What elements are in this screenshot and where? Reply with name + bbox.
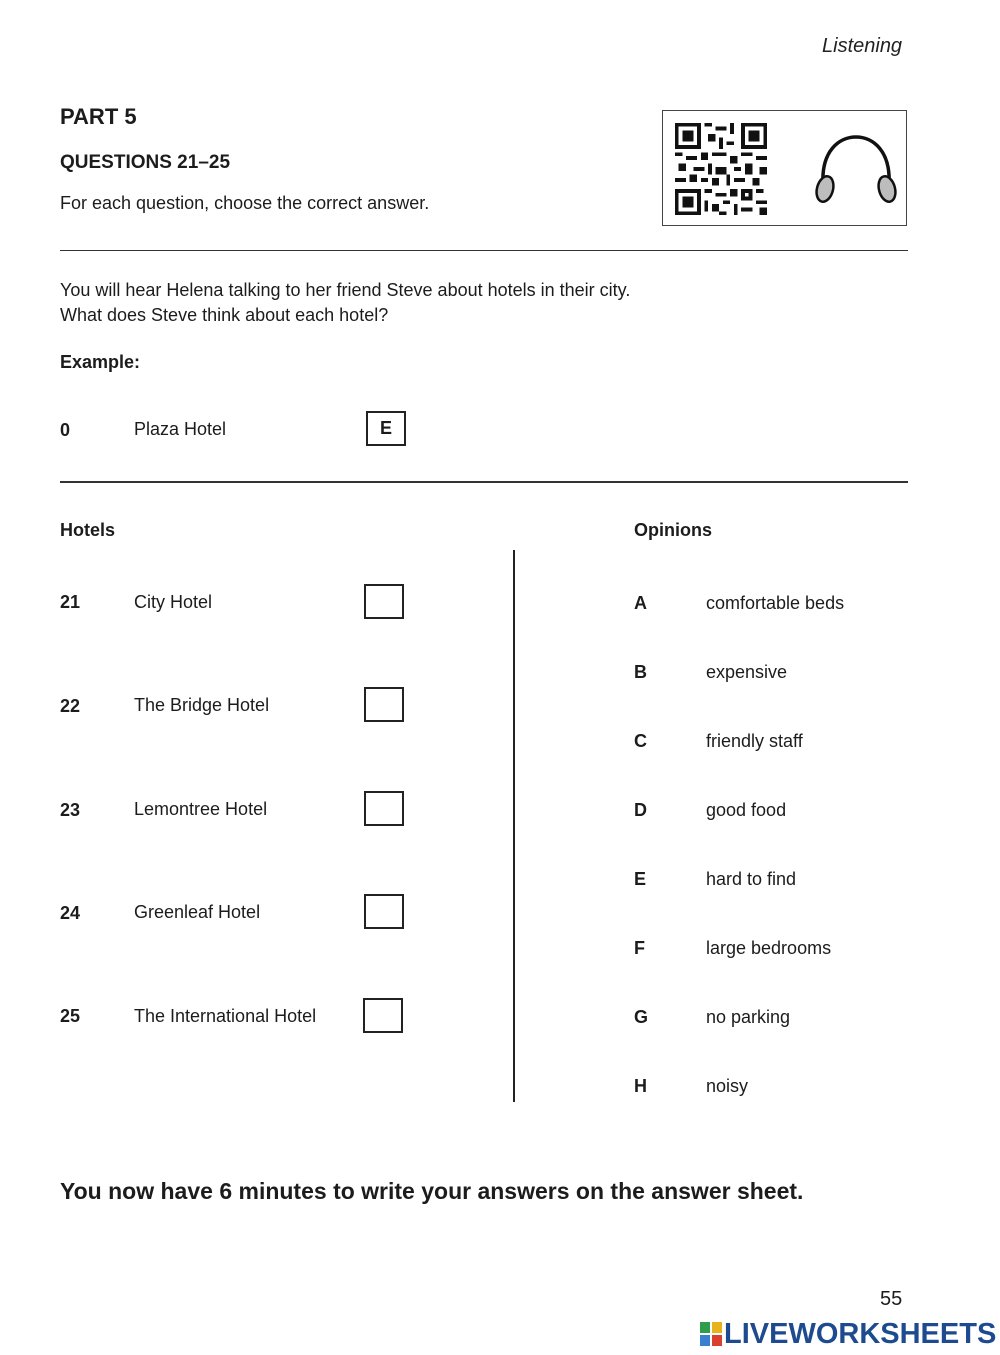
hotel-name-25: The International Hotel (134, 1006, 317, 1026)
hotel-number-22: 22 (60, 696, 81, 716)
hotel-name-23: Lemontree Hotel (134, 799, 268, 819)
hotel-number-25: 25 (60, 1006, 81, 1026)
example-number: 0 (60, 420, 71, 440)
opinion-letter-b: B (634, 662, 647, 682)
section-label: Listening (822, 35, 903, 57)
liveworksheets-brand-text: LIVEWORKSHEETS (724, 1317, 997, 1350)
hotel-number-23: 23 (60, 800, 81, 820)
opinion-letter-f: F (634, 938, 645, 958)
example-answer: E (379, 418, 392, 438)
opinion-letter-h: H (634, 1076, 647, 1096)
context-text (60, 278, 630, 328)
headphones-icon (813, 133, 899, 207)
opinion-text-c: friendly staff (706, 731, 803, 751)
divider-top (60, 250, 908, 251)
opinion-letter-d: D (634, 800, 647, 820)
column-divider (513, 550, 515, 1102)
hotel-name-24: Greenleaf Hotel (134, 902, 261, 922)
page-number: 55 (880, 1288, 903, 1310)
answer-box-24[interactable] (364, 894, 404, 929)
hotel-name-21: City Hotel (134, 592, 213, 612)
audio-media-box (662, 110, 907, 226)
opinion-letter-e: E (634, 869, 647, 889)
hotel-number-21: 21 (60, 592, 81, 612)
example-hotel: Plaza Hotel (134, 419, 227, 439)
context-line-1: You will hear Helena talking to her friend Steve about hotels in their city. (60, 280, 631, 300)
part-title: PART 5 (60, 104, 137, 129)
opinion-letter-c: C (634, 731, 647, 751)
hotels-heading: Hotels (60, 520, 116, 540)
answer-box-23[interactable] (364, 791, 404, 826)
opinion-letter-a: A (634, 593, 647, 613)
opinion-text-f: large bedrooms (706, 938, 832, 958)
qr-code-icon[interactable] (675, 123, 767, 215)
opinion-text-g: no parking (706, 1007, 791, 1027)
hotel-name-22: The Bridge Hotel (134, 695, 270, 715)
hotel-number-24: 24 (60, 903, 81, 923)
opinion-text-h: noisy (706, 1076, 749, 1096)
opinion-text-a: comfortable beds (706, 593, 845, 613)
context-line-2: What does Steve think about each hotel? (60, 305, 389, 325)
opinion-text-e: hard to find (706, 869, 797, 889)
example-answer-box (366, 411, 406, 446)
divider-middle (60, 481, 908, 483)
opinion-letter-g: G (634, 1007, 649, 1027)
liveworksheets-brand[interactable] (700, 1318, 996, 1350)
example-label: Example: (60, 352, 141, 372)
answer-box-21[interactable] (364, 584, 404, 619)
instruction-text: For each question, choose the correct answer. (60, 193, 430, 213)
opinion-text-d: good food (706, 800, 787, 820)
answer-box-22[interactable] (364, 687, 404, 722)
opinion-text-b: expensive (706, 662, 788, 682)
closing-instruction: You now have 6 minutes to write your answers on the answer sheet. (60, 1178, 804, 1204)
questions-title: QUESTIONS 21–25 (60, 152, 231, 173)
opinions-heading: Opinions (634, 520, 712, 540)
liveworksheets-logo-icon (700, 1322, 722, 1346)
answer-box-25[interactable] (363, 998, 403, 1033)
